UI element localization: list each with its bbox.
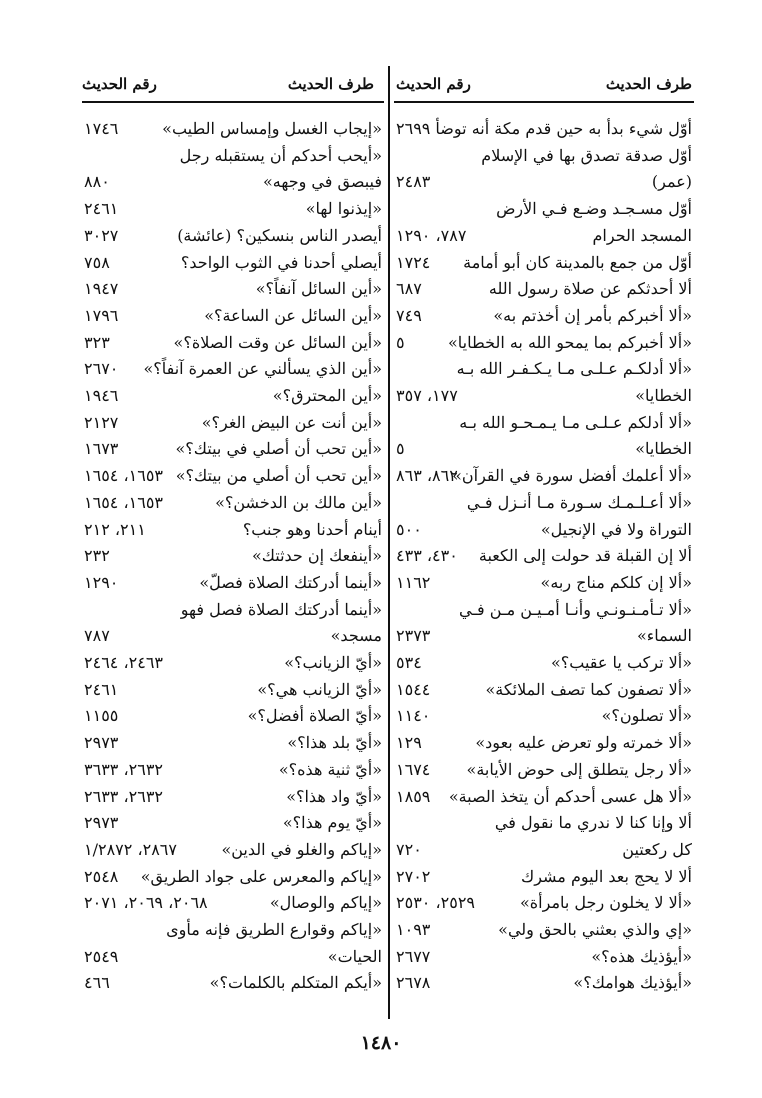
- hadith-text: أوّل شيء بدأ به حين قدم مكة أنه توضأ: [435, 119, 692, 138]
- hadith-number: ٥٣٤: [396, 653, 422, 672]
- hadith-number: ٢٦٩٩: [396, 119, 431, 138]
- hadith-text: «ألا تـأمـنـونـي وأنـا أمـيـن مـن فـي: [458, 599, 692, 619]
- index-entry: [396, 570, 692, 596]
- hadith-number: ٢٣٢: [84, 546, 110, 566]
- hadith-number: ٣٢٣: [84, 332, 110, 352]
- index-entry: [84, 917, 382, 943]
- index-entry: [396, 410, 692, 436]
- index-entry: [84, 864, 382, 890]
- hadith-text: «أيّ ثنية هذه؟»: [278, 759, 382, 779]
- hadith-number: ٧٤٩: [396, 305, 422, 325]
- hadith-number: ٨٨٠: [84, 172, 110, 192]
- hadith-number: ٢٦٣٢، ٣٦٣٣: [84, 759, 163, 779]
- index-entry: [84, 143, 382, 169]
- index-entry: [84, 730, 382, 756]
- hadith-text: «أين مالك بن الدخشن؟»: [215, 492, 382, 512]
- index-entry: [396, 490, 692, 516]
- hadith-text: أينام أحدنا وهو جنب؟: [242, 519, 382, 539]
- text-header: طرف الحديث: [287, 75, 374, 93]
- hadith-text: «أيّ الصلاة أفضل؟»: [247, 706, 382, 726]
- hadith-number: ٥٠٠: [396, 519, 422, 539]
- index-entry: [396, 597, 692, 623]
- index-entry: [84, 463, 382, 489]
- hadith-number: ٢٩٧٣: [84, 733, 119, 753]
- hadith-text: المسجد الحرام: [592, 225, 692, 245]
- hadith-number: ٢٦٧٧: [396, 946, 431, 966]
- hadith-number: ١٥٤٤: [396, 679, 431, 699]
- hadith-text: ألا وإنا كنا لا ندري ما نقول في: [494, 813, 692, 833]
- index-entry: [84, 810, 382, 836]
- hadith-text: (عمر): [651, 172, 692, 192]
- hadith-text: «أيّ واد هذا؟»: [286, 786, 382, 806]
- left-header-rule: [82, 101, 384, 103]
- hadith-text: «ألا أدلكم عـلـى مـا يـمـحـو الله بـه: [459, 412, 692, 432]
- hadith-number: ١٧٧، ٣٥٧: [396, 386, 458, 405]
- hadith-number: ٢١٢٧: [84, 412, 119, 432]
- hadith-number: ٢٧٠٢: [396, 866, 431, 886]
- hadith-number: ١٦٥٣، ١٦٥٤: [84, 466, 163, 486]
- hadith-text: الخطايا»: [635, 439, 692, 459]
- index-entry: [396, 890, 692, 916]
- index-entry: [396, 917, 692, 943]
- hadith-number: ٧٨٧: [84, 626, 110, 646]
- hadith-text: «ألا تصفون كما تصف الملائكة»: [485, 679, 692, 699]
- index-entry: [84, 784, 382, 810]
- index-entry: [396, 703, 692, 729]
- hadith-number: ٢٤٨٣: [396, 172, 431, 192]
- index-entry: [396, 730, 692, 756]
- hadith-number: ٢٥٤٩: [84, 946, 119, 966]
- index-entry: [84, 837, 382, 863]
- index-entry: [396, 436, 692, 462]
- hadith-text: «إيجاب الغسل وإمساس الطيب»: [162, 119, 382, 138]
- index-entry: [396, 543, 692, 569]
- hadith-text: السماء»: [636, 626, 692, 646]
- hadith-text: الخطايا»: [635, 386, 692, 405]
- left-column-header: [82, 75, 384, 97]
- index-entry: [396, 970, 692, 996]
- index-entry: [396, 864, 692, 890]
- index-entry: [396, 330, 692, 356]
- hadith-number: ٢٦٧٠: [84, 359, 119, 379]
- hadith-text: «إياكم والوصال»: [269, 893, 382, 913]
- hadith-number: ١٨٥٩: [396, 786, 431, 806]
- index-entry: [84, 330, 382, 356]
- hadith-text: «ألا أخبركم بأمر إن أخذتم به»: [493, 305, 692, 325]
- hadith-text: «أيؤذيك هوامك؟»: [573, 973, 692, 993]
- hadith-text: «ألا رجل يتطلق إلى حوض الأيابة»: [466, 759, 692, 779]
- hadith-text: «أين السائل آنفاً؟»: [255, 279, 382, 299]
- hadith-number: ٢٥٢٩، ٢٥٣٠: [396, 893, 475, 913]
- hadith-number: ٢٥٤٨: [84, 866, 119, 886]
- hadith-text: «إيذنوا لها»: [305, 199, 382, 219]
- hadith-text: أيصدر الناس بنسكين؟ (عائشة): [177, 225, 382, 245]
- index-entry: [396, 143, 692, 169]
- index-entry: [396, 837, 692, 863]
- index-entry: [396, 677, 692, 703]
- right-header-rule: [394, 101, 694, 103]
- hadith-text: «أيكم المتكلم بالكلمات؟»: [209, 973, 382, 993]
- hadith-text: ألا لا يحج بعد اليوم مشرك: [521, 866, 692, 886]
- hadith-number: ٧٢٠: [396, 839, 422, 859]
- hadith-number: ١١٥٥: [84, 706, 119, 726]
- index-entry: [84, 303, 382, 329]
- hadith-text: «أين أنت عن البيض الغر؟»: [201, 412, 382, 432]
- hadith-text: «أين تحب أن أصلي في بيتك؟»: [175, 439, 382, 459]
- index-entry: [396, 169, 692, 195]
- hadith-number: ١١٤٠: [396, 706, 431, 726]
- number-header: رقم الحديث: [82, 75, 157, 93]
- hadith-number: ١٧٩٦: [84, 305, 119, 325]
- hadith-text: «ألا أعلمك أفضل سورة في القرآن»: [452, 466, 692, 486]
- index-entry: [84, 356, 382, 382]
- hadith-number: ١٧٢٤: [396, 252, 431, 272]
- index-entry: [84, 436, 382, 462]
- hadith-number: ٤٣٠، ٤٣٣: [396, 546, 458, 566]
- index-entry: [396, 196, 692, 222]
- hadith-number: ٦٨٧: [396, 279, 422, 299]
- index-entry: [84, 116, 382, 142]
- index-entry: [396, 650, 692, 676]
- hadith-number: ١٦٥٣، ١٦٥٤: [84, 492, 163, 512]
- hadith-number: ٢٠٦٨، ٢٠٦٩، ٢٠٧١: [84, 893, 208, 913]
- index-entry: [84, 223, 382, 249]
- index-entry: [84, 677, 382, 703]
- hadith-text: مسجد»: [330, 626, 382, 646]
- hadith-number: ٢٦٧٨: [396, 973, 431, 993]
- hadith-number: ١٢٩: [396, 733, 422, 753]
- index-entry: [84, 250, 382, 276]
- hadith-text: «ألا هل عسى أحدكم أن يتخذ الصبة»: [448, 786, 692, 806]
- index-entry: [396, 810, 692, 836]
- text-header: طرف الحديث: [605, 75, 692, 93]
- index-entry: [84, 970, 382, 996]
- hadith-text: «ألا تركب يا عقيب؟»: [550, 653, 692, 672]
- index-entry: [84, 543, 382, 569]
- index-entry: [84, 383, 382, 409]
- index-entry: [84, 650, 382, 676]
- hadith-text: «أينما أدركتك الصلاة فصلّ»: [199, 572, 382, 592]
- hadith-number: ١٠٩٣: [396, 920, 431, 939]
- hadith-text: أوّل مسـجـد وضـع فـي الأرض: [496, 199, 692, 219]
- hadith-text: «إياكم والمعرس على جواد الطريق»: [140, 866, 382, 886]
- index-entry: [84, 623, 382, 649]
- index-entry: [84, 703, 382, 729]
- hadith-number: ٢٨٦٧، ١/٢٨٧٢: [84, 839, 177, 859]
- index-entry: [84, 517, 382, 543]
- index-entry: [396, 517, 692, 543]
- hadith-number: ٨٦٢، ٨٦٣: [396, 466, 458, 486]
- index-entry: [84, 944, 382, 970]
- index-entry: [396, 383, 692, 409]
- hadith-number: ٧٨٧، ١٢٩٠: [396, 225, 467, 245]
- index-entry: [84, 276, 382, 302]
- hadith-text: ألا إن القبلة قد حولت إلى الكعبة: [478, 546, 692, 566]
- hadith-text: «ألا أدلكـم عـلـى مـا يـكـفـر الله بـه: [456, 359, 692, 379]
- hadith-number: ١٩٤٦: [84, 386, 119, 405]
- index-entry: [396, 276, 692, 302]
- hadith-text: أوّل من جمع بالمدينة كان أبو أمامة: [463, 252, 692, 272]
- hadith-number: ٧٥٨: [84, 252, 110, 272]
- index-entry: [84, 890, 382, 916]
- hadith-number: ١٦٧٣: [84, 439, 119, 459]
- hadith-text: «ألا خمرته ولو تعرض عليه بعود»: [475, 733, 692, 753]
- hadith-text: «إياكم والغلو في الدين»: [221, 839, 382, 859]
- index-entry: [396, 944, 692, 970]
- index-entry: [84, 490, 382, 516]
- hadith-text: التوراة ولا في الإنجيل»: [540, 519, 692, 539]
- hadith-number: ١٧٤٦: [84, 119, 119, 138]
- hadith-text: «أين المحترق؟»: [272, 386, 382, 405]
- hadith-text: «ألا إن كلكم مناج ربه»: [540, 572, 692, 592]
- index-entry: [396, 757, 692, 783]
- hadith-text: ألا أحدثكم عن صلاة رسول الله: [488, 279, 692, 299]
- hadith-text: «أيّ الزيانب؟»: [284, 653, 382, 672]
- hadith-text: أيصلي أحدنا في الثوب الواحد؟: [180, 252, 382, 272]
- hadith-text: كل ركعتين: [622, 839, 692, 859]
- hadith-text: «أيؤذيك هذه؟»: [591, 946, 692, 966]
- hadith-number: ١١٦٢: [396, 572, 431, 592]
- hadith-number: ١٦٧٤: [396, 759, 431, 779]
- hadith-text: «أين الذي يسألني عن العمرة آنفاً؟»: [143, 359, 382, 379]
- hadith-text: «ألا تصلون؟»: [601, 706, 692, 726]
- index-entry: [84, 570, 382, 596]
- hadith-number: ١٢٩٠: [84, 572, 119, 592]
- index-entry: [84, 410, 382, 436]
- index-entry: [84, 196, 382, 222]
- hadith-text: الحيات»: [327, 946, 382, 966]
- hadith-number: ٢٩٧٣: [84, 813, 119, 833]
- hadith-text: «أيّ يوم هذا؟»: [282, 813, 382, 833]
- hadith-number: ٥: [396, 439, 405, 459]
- index-entry: [396, 463, 692, 489]
- hadith-text: «إياكم وقوارع الطريق فإنه مأوى: [166, 920, 382, 939]
- hadith-text: «أينما أدركتك الصلاة فصل فهو: [180, 599, 382, 619]
- hadith-text: «ألا أعـلـمـك سـورة مـا أنـزل فـي: [466, 492, 692, 512]
- hadith-text: «أيّ بلد هذا؟»: [287, 733, 382, 753]
- hadith-text: «أينفعك إن حدثتك»: [251, 546, 382, 566]
- hadith-number: ٥: [396, 332, 405, 352]
- hadith-text: «أين السائل عن وقت الصلاة؟»: [173, 332, 382, 352]
- hadith-number: ٣٠٢٧: [84, 225, 119, 245]
- index-entry: [396, 116, 692, 142]
- hadith-number: ٢٦٣٢، ٢٦٣٣: [84, 786, 163, 806]
- hadith-text: «أيّ الزيانب هي؟»: [257, 679, 382, 699]
- right-column-header: [396, 75, 692, 97]
- index-entry: [84, 757, 382, 783]
- hadith-text: أوّل صدقة تصدق بها في الإسلام: [481, 145, 692, 165]
- hadith-number: ٢٤٦١: [84, 679, 119, 699]
- hadith-number: ٤٦٦: [84, 973, 110, 993]
- page-number: ١٤٨٠: [360, 1032, 402, 1054]
- index-entry: [84, 169, 382, 195]
- hadith-text: «إي والذي بعثني بالحق ولي»: [498, 920, 692, 939]
- hadith-number: ١٩٤٧: [84, 279, 119, 299]
- hadith-text: «أين تحب أن أصلي من بيتك؟»: [175, 466, 382, 486]
- index-entry: [396, 303, 692, 329]
- hadith-text: «أين السائل عن الساعة؟»: [204, 305, 382, 325]
- index-entry: [396, 623, 692, 649]
- hadith-number: ٢٣٧٣: [396, 626, 431, 646]
- hadith-text: «ألا أخبركم بما يمحو الله به الخطايا»: [448, 332, 692, 352]
- hadith-text: «ألا لا يخلون رجل بامرأة»: [520, 893, 692, 913]
- number-header: رقم الحديث: [396, 75, 471, 93]
- hadith-text: «أيحب أحدكم أن يستقبله رجل: [179, 145, 382, 165]
- hadith-number: ٢٤٦٣، ٢٤٦٤: [84, 653, 163, 672]
- hadith-text: فيبصق في وجهه»: [262, 172, 382, 192]
- column-divider: [388, 66, 390, 1019]
- index-entry: [396, 784, 692, 810]
- index-entry: [84, 597, 382, 623]
- hadith-number: ٢١١، ٢١٢: [84, 519, 146, 539]
- index-entry: [396, 223, 692, 249]
- hadith-number: ٢٤٦١: [84, 199, 119, 219]
- index-entry: [396, 250, 692, 276]
- index-entry: [396, 356, 692, 382]
